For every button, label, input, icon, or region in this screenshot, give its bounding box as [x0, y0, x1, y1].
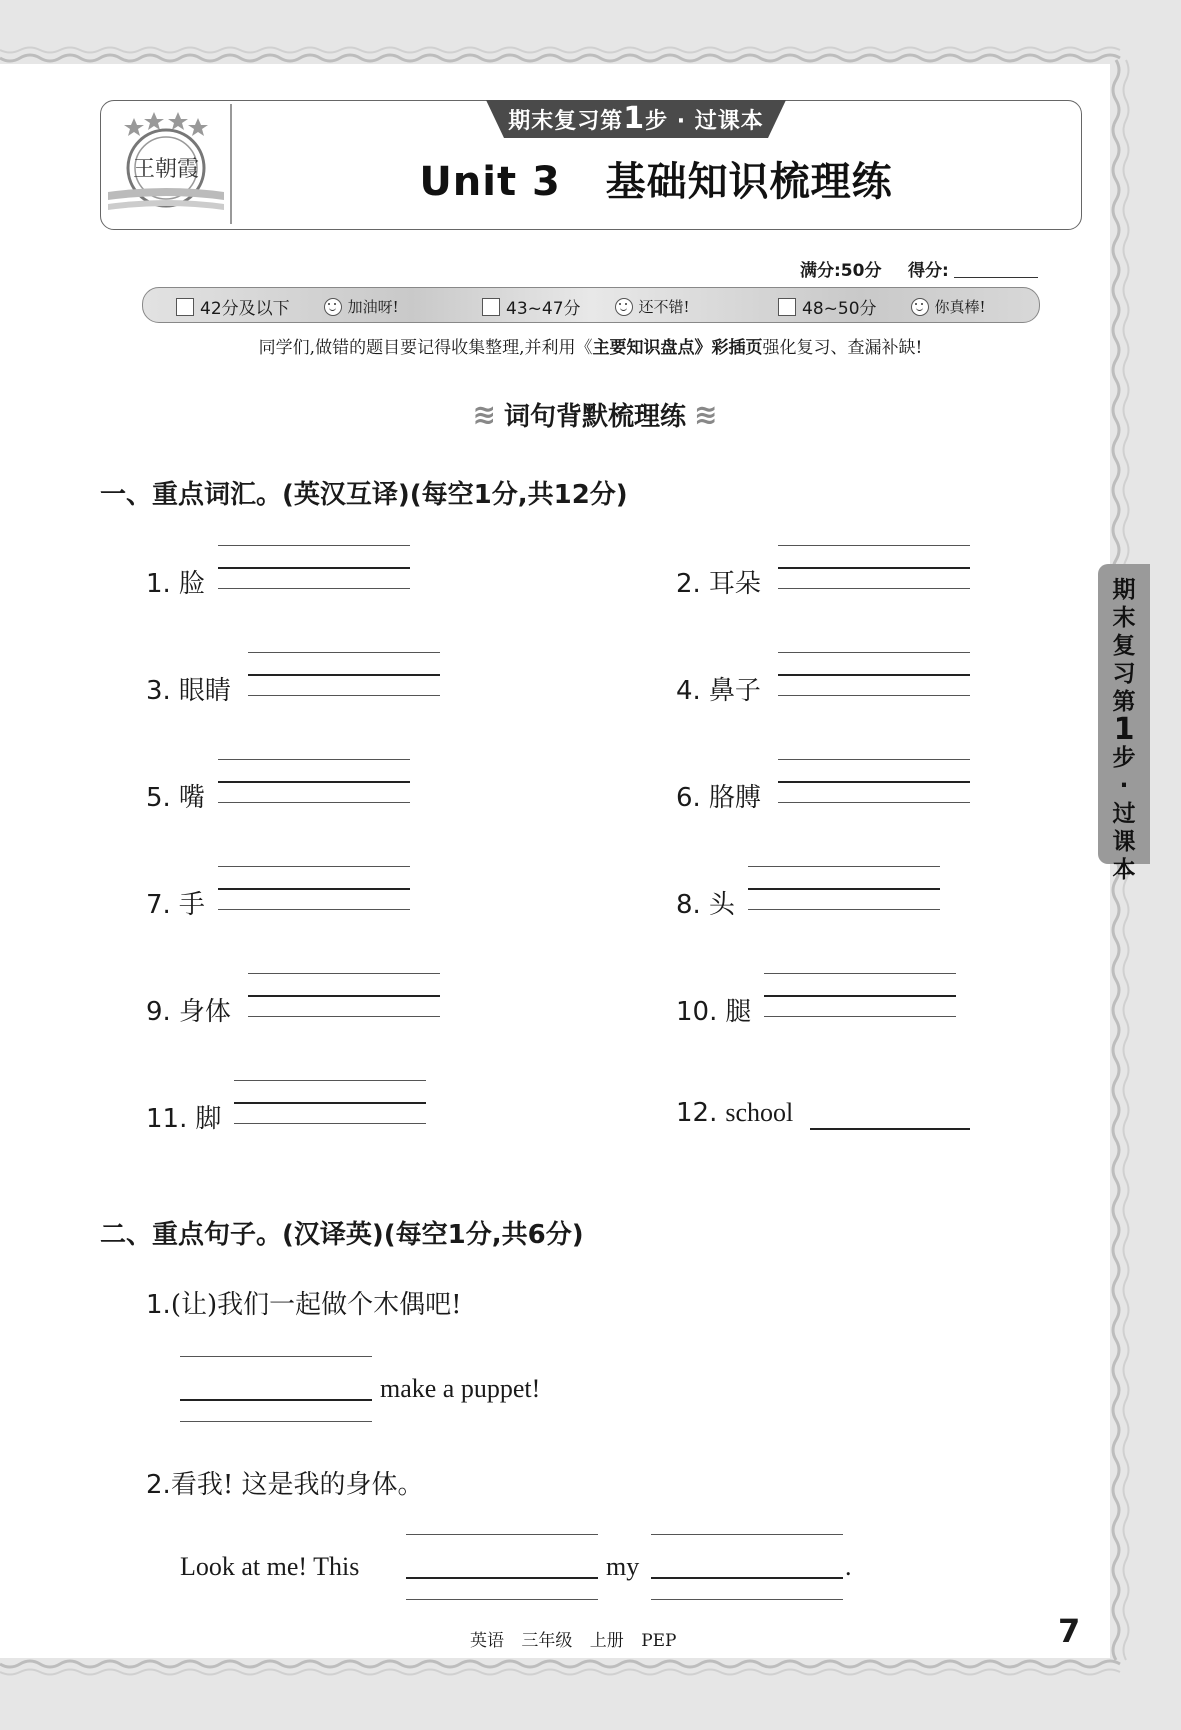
answer-line[interactable] [218, 781, 410, 783]
sentence-2-end: . [845, 1552, 852, 1581]
rating-high: 48~50分 你真棒! [778, 294, 986, 319]
vocab-item-3: 3. 眼睛 [146, 676, 231, 706]
full-score: 满分:50分 [800, 261, 882, 281]
side-tab-char: 期 [1112, 577, 1136, 603]
answer-line[interactable] [218, 888, 410, 890]
answer-line[interactable] [234, 1102, 426, 1104]
section-heading: ≋ 词句背默梳理练 ≋ [472, 398, 718, 432]
side-tab-char: 习 [1112, 661, 1136, 687]
vocab-item-8: 8. 头 [676, 890, 735, 920]
svg-text:王朝霞: 王朝霞 [132, 157, 200, 182]
sentence-1-prompt: 1.(让)我们一起做个木偶吧! [146, 1290, 462, 1320]
page-title: Unit 3 基础知识梳理练 [419, 159, 893, 205]
answer-line[interactable] [651, 1577, 843, 1579]
answer-line[interactable] [248, 674, 440, 676]
writing-line [778, 802, 970, 803]
part1-title: 一、重点词汇。(英汉互译)(每空1分,共12分) [100, 480, 628, 510]
writing-line [406, 1599, 598, 1600]
writing-line [218, 545, 410, 546]
side-tab-char: 第 [1112, 689, 1136, 715]
vocab-item-4: 4. 鼻子 [676, 676, 761, 706]
side-tab-char: 步 [1112, 745, 1136, 771]
side-tab-char: · [1119, 773, 1129, 799]
writing-line [778, 652, 970, 653]
answer-line[interactable] [406, 1577, 598, 1579]
writing-line [218, 866, 410, 867]
side-tab-char: 1 [1113, 712, 1135, 747]
writing-line [234, 1080, 426, 1081]
writing-line [218, 909, 410, 910]
vocab-item-12: 12. school [676, 1098, 794, 1128]
rating-low: 42分及以下 加油呀! [176, 294, 399, 319]
answer-line[interactable] [764, 995, 956, 997]
writing-line [778, 759, 970, 760]
writing-line [180, 1356, 372, 1357]
writing-line [218, 759, 410, 760]
writing-line [248, 695, 440, 696]
vocab-item-9: 9. 身体 [146, 997, 231, 1027]
side-tab-char: 复 [1112, 633, 1136, 659]
writing-line [406, 1534, 598, 1535]
footer-info: 英语 三年级 上册 PEP [470, 1631, 677, 1651]
writing-line [651, 1534, 843, 1535]
writing-line [748, 866, 940, 867]
answer-line[interactable] [778, 781, 970, 783]
sentence-2-prompt: 2.看我! 这是我的身体。 [146, 1470, 424, 1500]
writing-line [778, 588, 970, 589]
checkbox-icon[interactable] [482, 298, 500, 316]
wave-icon: ≋ [472, 398, 496, 431]
face-icon [324, 298, 342, 316]
writing-line [248, 652, 440, 653]
brand-logo [104, 104, 228, 224]
checkbox-icon[interactable] [176, 298, 194, 316]
answer-line[interactable] [180, 1399, 372, 1401]
answer-line[interactable] [218, 567, 410, 569]
side-tab-char: 课 [1112, 829, 1136, 855]
side-tab-label [1098, 576, 1150, 884]
wave-icon: ≋ [694, 398, 718, 431]
vocab-item-11: 11. 脚 [146, 1104, 222, 1134]
writing-line [764, 1016, 956, 1017]
vocab-item-2: 2. 耳朵 [676, 569, 761, 599]
writing-line [234, 1123, 426, 1124]
answer-line[interactable] [778, 567, 970, 569]
answer-line[interactable] [778, 674, 970, 676]
vocab-item-5: 5. 嘴 [146, 783, 205, 813]
score-label: 得分: [908, 261, 949, 281]
sentence-2-middle: my [606, 1552, 640, 1581]
writing-line [180, 1421, 372, 1422]
face-icon [615, 298, 633, 316]
answer-line[interactable] [248, 995, 440, 997]
writing-line [248, 1016, 440, 1017]
writing-line [651, 1599, 843, 1600]
vocab-item-10: 10. 腿 [676, 997, 752, 1027]
writing-line [778, 545, 970, 546]
vocab-item-7: 7. 手 [146, 890, 205, 920]
rating-mid: 43~47分 还不错! [482, 294, 690, 319]
writing-line [248, 973, 440, 974]
sentence-1-tail: make a puppet! [380, 1374, 541, 1403]
sentence-2-start: Look at me! This [180, 1552, 360, 1581]
instruction-note: 同学们,做错的题目要记得收集整理,并利用《主要知识盘点》彩插页强化复习、查漏补缺! [258, 338, 923, 358]
page-number: 7 [1058, 1612, 1081, 1650]
writing-line [218, 802, 410, 803]
writing-line [218, 588, 410, 589]
writing-line [778, 695, 970, 696]
writing-line [748, 909, 940, 910]
banner-label: 期末复习第1步 · 过课本 [508, 101, 764, 136]
vocab-item-6: 6. 胳膊 [676, 783, 761, 813]
answer-line[interactable] [810, 1128, 970, 1130]
part2-title: 二、重点句子。(汉译英)(每空1分,共6分) [100, 1220, 584, 1250]
vocab-item-1: 1. 脸 [146, 569, 205, 599]
face-icon [911, 298, 929, 316]
answer-line[interactable] [748, 888, 940, 890]
side-tab-char: 本 [1112, 857, 1136, 883]
score-input-line[interactable] [954, 277, 1038, 278]
side-tab-char: 过 [1112, 801, 1136, 827]
checkbox-icon[interactable] [778, 298, 796, 316]
side-tab-char: 末 [1112, 605, 1136, 631]
writing-line [764, 973, 956, 974]
